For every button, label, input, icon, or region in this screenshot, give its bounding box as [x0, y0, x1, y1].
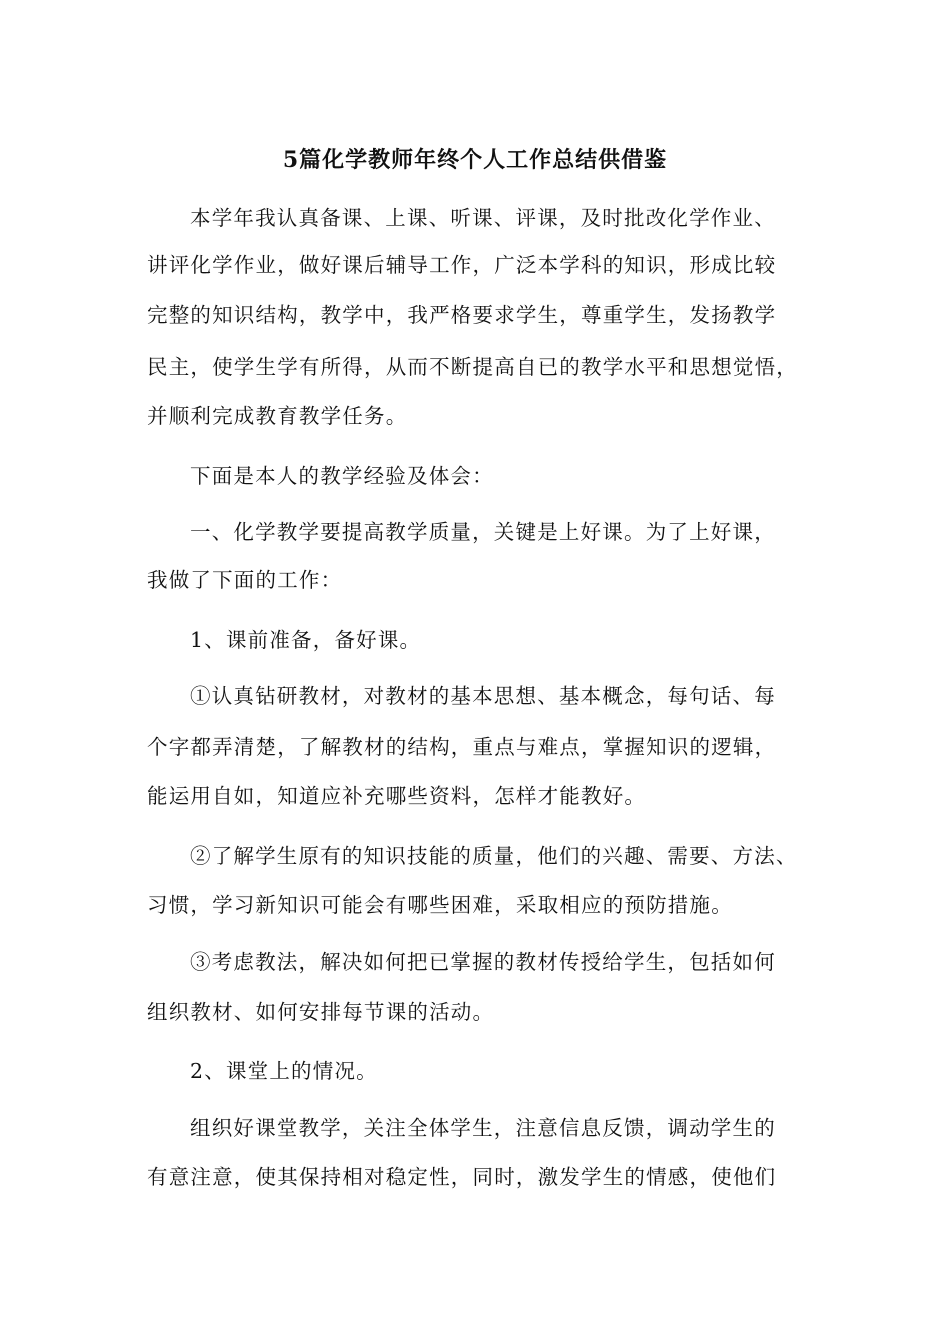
paragraph-line: 完整的知识结构，教学中，我严格要求学生，尊重学生，发扬教学 — [147, 303, 777, 327]
paragraph-line: ①认真钻研教材，对教材的基本思想、基本概念，每句话、每 — [190, 684, 776, 708]
paragraph-line: 并顺利完成教育教学任务。 — [147, 404, 408, 428]
paragraph-line: 我做了下面的工作： — [147, 568, 343, 592]
document-title: 5篇化学教师年终个人工作总结供借鉴 — [282, 147, 668, 173]
paragraph-line: ③考虑教法，解决如何把已掌握的教材传授给学生，包括如何 — [190, 950, 776, 974]
paragraph-line: 本学年我认真备课、上课、听课、评课，及时批改化学作业、 — [190, 206, 776, 230]
paragraph-line: 习惯，学习新知识可能会有哪些困难，采取相应的预防措施。 — [147, 893, 733, 917]
paragraph-line: ②了解学生原有的知识技能的质量，他们的兴趣、需要、方法、 — [190, 844, 798, 868]
paragraph-line: 组织好课堂教学，关注全体学生，注意信息反馈，调动学生的 — [190, 1116, 776, 1140]
paragraph-line: 讲评化学作业，做好课后辅导工作，广泛本学科的知识，形成比较 — [147, 253, 777, 277]
paragraph-line: 组织教材、如何安排每节课的活动。 — [147, 1000, 495, 1024]
paragraph-line: 2、课堂上的情况。 — [190, 1059, 378, 1083]
paragraph-line: 1、课前准备，备好课。 — [190, 628, 422, 652]
paragraph-line: 民主，使学生学有所得，从而不断提高自已的教学水平和思想觉悟， — [147, 355, 798, 379]
paragraph-line: 个字都弄清楚，了解教材的结构，重点与难点，掌握知识的逻辑， — [147, 735, 777, 759]
paragraph-line: 能运用自如，知道应补充哪些资料，怎样才能教好。 — [147, 784, 647, 808]
paragraph-line: 下面是本人的教学经验及体会： — [190, 464, 494, 488]
paragraph-line: 有意注意，使其保持相对稳定性，同时，激发学生的情感，使他们 — [147, 1165, 777, 1189]
paragraph-line: 一、化学教学要提高教学质量，关键是上好课。为了上好课， — [190, 520, 776, 544]
